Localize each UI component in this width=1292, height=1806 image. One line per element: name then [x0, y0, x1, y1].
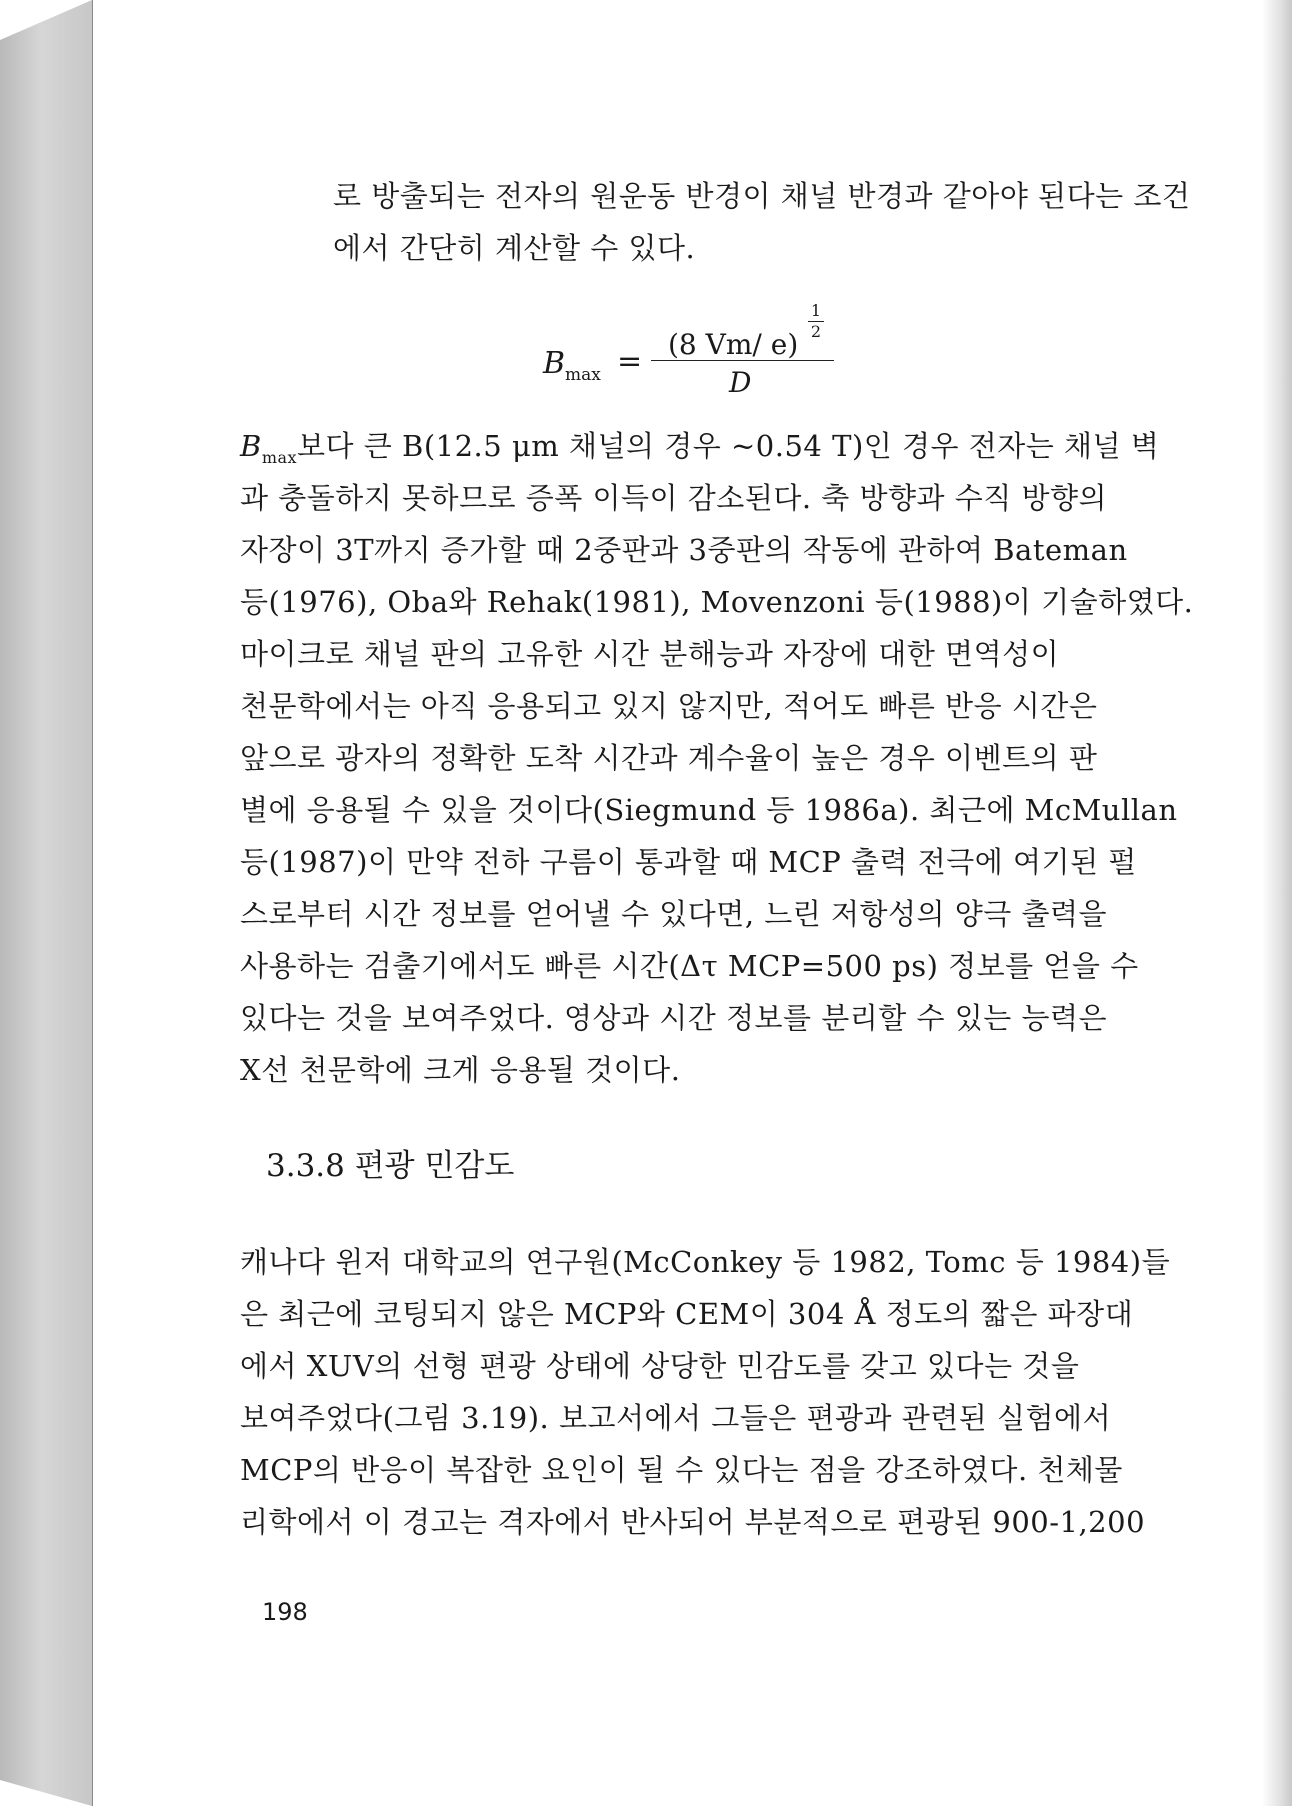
text-line: 등(1976), Oba와 Rehak(1981), Movenzoni 등(1988)이 기술하였다.	[240, 585, 1194, 619]
text-line: 마이크로 채널 판의 고유한 시간 분해능과 자장에 대한 면역성이	[240, 637, 1060, 671]
text-line: 앞으로 광자의 정확한 도착 시간과 계수율이 높은 경우 이벤트의 판	[240, 741, 1098, 775]
page-edge-shadow	[1262, 0, 1292, 1806]
text-line: 별에 응용될 수 있을 것이다(Siegmund 등 1986a). 최근에 McMullan	[240, 793, 1178, 827]
text-line: 에서 간단히 계산할 수 있다.	[333, 231, 696, 265]
text-line: 에서 XUV의 선형 편광 상태에 상당한 민감도를 갖고 있다는 것을	[240, 1349, 1080, 1383]
formula-denominator: D	[729, 366, 752, 399]
text-line: 있다는 것을 보여주었다. 영상과 시간 정보를 분리할 수 있는 능력은	[240, 1001, 1108, 1035]
formula-bmax	[543, 301, 863, 399]
text-line: 스로부터 시간 정보를 얻어낼 수 있다면, 느린 저항성의 양극 출력을	[240, 897, 1108, 931]
text-line: 은 최근에 코팅되지 않은 MCP와 CEM이 304 Å 정도의 짧은 파장대	[240, 1297, 1134, 1331]
text-line: 캐나다 윈저 대학교의 연구원(McConkey 등 1982, Tomc 등 1984)들	[240, 1245, 1171, 1279]
text-line: 천문학에서는 아직 응용되고 있지 않지만, 적어도 빠른 반응 시간은	[240, 689, 1098, 723]
section-heading: 3.3.8 편광 민감도	[266, 1148, 515, 1184]
formula-numerator: (8 Vm/ e)	[668, 328, 799, 361]
text-line: 로 방출되는 전자의 원운동 반경이 채널 반경과 같아야 된다는 조건	[333, 179, 1191, 213]
text-line: 과 충돌하지 못하므로 증폭 이득이 감소된다. 축 방향과 수직 방향의	[240, 481, 1108, 515]
book-spine-edge	[0, 0, 92, 1806]
text-line: 보여주었다(그림 3.19). 보고서에서 그들은 편광과 관련된 실험에서	[240, 1401, 1112, 1435]
text-line: 자장이 3T까지 증가할 때 2중판과 3중판의 작동에 관하여 Bateman	[240, 533, 1128, 567]
text-line: MCP의 반응이 복잡한 요인이 될 수 있다는 점을 강조하였다. 천체물	[240, 1453, 1123, 1487]
formula-lhs: $B_{max}$	[543, 346, 601, 385]
formula-fraction-bar	[651, 360, 834, 361]
page-number: 198	[262, 1598, 308, 1626]
text-line: 등(1987)이 만약 전하 구름이 통과할 때 MCP 출력 전극에 여기된 펄	[240, 845, 1137, 879]
text-line: 사용하는 검출기에서도 빠른 시간(Δτ MCP=500 ps) 정보를 얻을 수	[240, 949, 1139, 983]
text-line: 리학에서 이 경고는 격자에서 반사되어 부분적으로 편광된 900-1,200	[240, 1505, 1146, 1539]
formula-exponent: 1 2	[808, 302, 824, 340]
text-line: $B_{max}$보다 큰 B(12.5 μm 채널의 경우 ~0.54 T)인 경우 전자는 채널 벽	[240, 429, 1160, 467]
text-line: X선 천문학에 크게 응용될 것이다.	[240, 1053, 681, 1087]
formula-equals: =	[617, 344, 643, 379]
